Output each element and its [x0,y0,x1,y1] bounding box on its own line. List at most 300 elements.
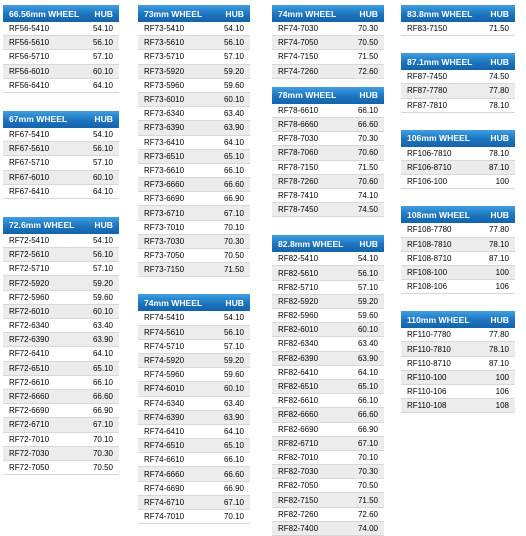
table-header [3,111,119,128]
wheel-size-title: 78mm WHEEL [278,90,337,101]
table-row [272,423,384,437]
hub-diameter: 70.30 [92,448,113,458]
table-row [272,522,384,536]
part-number: RF56-5710 [9,52,50,62]
hub-diameter: 59.60 [223,80,244,90]
table-row [138,482,250,496]
part-number: RF74-5710 [144,341,185,351]
hub-diameter: 78.10 [488,148,509,158]
part-number: RF82-7150 [278,495,319,505]
wheel-size-title: 106mm WHEEL [407,133,471,144]
table-body [272,104,384,218]
part-number: RF72-6710 [9,420,50,430]
table-row [138,326,250,340]
hub-diameter: 74.00 [357,523,378,533]
part-number: RF110-100 [407,372,447,382]
hub-diameter: 59.20 [357,296,378,306]
part-number: RF72-5920 [9,278,50,288]
hub-diameter: 63.90 [223,123,244,133]
hub-diameter: 71.50 [357,52,378,62]
part-number: RF82-5920 [278,296,319,306]
hub-diameter: 66.90 [223,483,244,493]
part-number: RF82-6410 [278,367,319,377]
part-number: RF74-5610 [144,327,185,337]
part-number: RF108-8710 [407,253,452,263]
hub-diameter: 60.10 [357,325,378,335]
part-number: RF73-6510 [144,151,185,161]
hub-diameter: 65.10 [223,441,244,451]
hub-diameter: 70.30 [357,24,378,34]
hub-diameter: 66.90 [223,194,244,204]
wheel-size-title: 74mm WHEEL [278,8,337,19]
hub-diameter: 57.10 [92,52,113,62]
table-row [401,99,515,113]
part-number: RF82-7010 [278,452,319,462]
part-number: RF82-6690 [278,424,319,434]
part-number: RF108-7810 [407,239,452,249]
hub-diameter: 71.50 [488,24,509,34]
part-number: RF73-6340 [144,109,185,119]
part-number: RF72-6660 [9,392,50,402]
table-row [138,496,250,510]
part-number: RF73-7150 [144,265,185,275]
wheel-size-table [401,311,515,413]
table-row [3,262,119,276]
part-number: RF67-6410 [9,186,50,196]
table-row [401,357,515,371]
part-number: RF82-6610 [278,396,319,406]
part-number: RF82-6710 [278,438,319,448]
hub-diameter: 66.10 [223,455,244,465]
hub-diameter: 78.10 [488,344,509,354]
wheel-size-table [401,53,515,113]
hub-diameter: 77.80 [488,225,509,235]
table-row [138,150,250,164]
table-row [272,394,384,408]
part-number: RF110-8710 [407,358,451,368]
hub-diameter: 100 [495,177,509,187]
hub-diameter: 64.10 [223,137,244,147]
hub-diameter: 59.60 [223,370,244,380]
part-number: RF78-6610 [278,105,319,115]
table-row [272,408,384,422]
hub-diameter: 78.10 [488,239,509,249]
hub-diameter: 63.40 [223,398,244,408]
hub-diameter: 59.60 [357,311,378,321]
hub-diameter: 57.10 [357,282,378,292]
part-number: RF73-6690 [144,194,185,204]
hub-diameter: 65.10 [92,363,113,373]
table-row [3,418,119,432]
part-number: RF74-6340 [144,398,185,408]
hub-diameter: 54.10 [357,254,378,264]
hub-diameter: 70.60 [357,148,378,158]
hub-diameter: 60.10 [92,172,113,182]
table-row [272,161,384,175]
part-number: RF74-7030 [278,24,319,34]
table-row [138,121,250,135]
hub-diameter: 57.10 [223,341,244,351]
hub-diameter: 57.10 [92,158,113,168]
part-number: RF74-6410 [144,426,185,436]
table-row [3,50,119,64]
table-body [138,311,250,524]
table-row [3,447,119,461]
hub-diameter: 66.60 [223,180,244,190]
table-header [401,206,515,223]
wheel-size-title: 73mm WHEEL [144,8,203,19]
table-row [138,178,250,192]
part-number: RF72-5410 [9,235,50,245]
part-number: RF56-6410 [9,80,50,90]
table-row [272,337,384,351]
hub-diameter: 66.10 [92,377,113,387]
wheel-size-table [401,206,515,294]
hub-diameter: 63.90 [92,335,113,345]
table-row [401,70,515,84]
table-row [401,280,515,294]
hub-diameter: 64.10 [92,80,113,90]
hub-diameter: 60.10 [223,95,244,105]
hub-column-label: HUB [490,133,509,144]
part-number: RF74-6690 [144,483,185,493]
part-number: RF56-5610 [9,38,50,48]
wheel-size-table [3,217,119,475]
table-row [138,164,250,178]
table-column [401,0,515,413]
part-number: RF82-5410 [278,254,319,264]
hub-diameter: 56.10 [92,250,113,260]
table-row [3,142,119,156]
hub-diameter: 63.90 [223,412,244,422]
hub-diameter: 65.10 [357,382,378,392]
hub-diameter: 74.50 [488,72,509,82]
wheel-size-table [401,5,515,36]
hub-diameter: 66.10 [223,165,244,175]
hub-diameter: 60.10 [92,66,113,76]
table-body [401,70,515,113]
hub-diameter: 56.10 [92,144,113,154]
part-number: RF110-106 [407,387,447,397]
hub-diameter: 56.10 [223,38,244,48]
wheel-size-title: 72.6mm WHEEL [9,220,75,231]
table-row [272,118,384,132]
part-number: RF72-6610 [9,377,50,387]
wheel-size-table [272,87,384,218]
table-header [138,5,250,22]
table-row [3,171,119,185]
table-row [3,156,119,170]
table-row [138,93,250,107]
part-number: RF82-5610 [278,268,319,278]
table-row [138,36,250,50]
hub-diameter: 64.10 [357,367,378,377]
table-row [138,249,250,263]
wheel-size-title: 67mm WHEEL [9,114,68,125]
hub-diameter: 66.60 [357,120,378,130]
table-row [272,493,384,507]
part-number: RF67-5410 [9,130,50,140]
hub-diameter: 56.10 [357,268,378,278]
table-row [138,510,250,524]
part-number: RF72-6340 [9,321,50,331]
hub-diameter: 65.10 [223,151,244,161]
hub-diameter: 66.90 [92,406,113,416]
table-row [138,439,250,453]
part-number: RF74-6710 [144,497,185,507]
table-body [272,252,384,536]
hub-diameter: 63.40 [223,109,244,119]
table-row [138,354,250,368]
hub-diameter: 72.60 [357,509,378,519]
table-row [401,84,515,98]
table-header [272,5,384,22]
table-row [3,79,119,93]
table-row [272,266,384,280]
table-row [3,291,119,305]
table-row [138,411,250,425]
hub-diameter: 106 [495,282,509,292]
hub-diameter: 70.30 [357,467,378,477]
part-number: RF73-6660 [144,180,185,190]
table-row [401,223,515,237]
part-number: RF72-7050 [9,462,50,472]
wheel-size-table [3,5,119,93]
table-row [3,22,119,36]
hub-diameter: 56.10 [223,327,244,337]
table-row [138,397,250,411]
table-row [272,252,384,266]
hub-diameter: 54.10 [92,24,113,34]
hub-diameter: 70.10 [223,512,244,522]
table-row [401,399,515,413]
wheel-size-table [138,5,250,277]
hub-diameter: 59.20 [223,66,244,76]
wheel-size-title: 66.56mm WHEEL [9,8,80,19]
table-row [3,333,119,347]
table-column [138,0,250,524]
hub-diameter: 66.90 [357,424,378,434]
hub-diameter: 59.20 [223,356,244,366]
hub-diameter: 71.50 [223,265,244,275]
table-row [3,128,119,142]
hub-diameter: 64.10 [92,349,113,359]
wheel-size-title: 82.8mm WHEEL [278,238,344,249]
part-number: RF108-7780 [407,225,452,235]
hub-diameter: 67.10 [223,497,244,507]
hub-column-label: HUB [225,8,244,19]
part-number: RF74-7010 [144,512,185,522]
hub-column-label: HUB [94,114,113,125]
hub-diameter: 59.20 [92,278,113,288]
table-row [3,305,119,319]
part-number: RF72-5610 [9,250,50,260]
hub-diameter: 66.60 [92,392,113,402]
hub-diameter: 71.50 [357,162,378,172]
hub-diameter: 64.10 [223,426,244,436]
part-number: RF74-6510 [144,441,185,451]
hub-column-label: HUB [490,8,509,19]
table-row [272,508,384,522]
hub-column-label: HUB [225,297,244,308]
table-header [401,311,515,328]
hub-diameter: 70.30 [223,236,244,246]
hub-diameter: 87.10 [488,253,509,263]
hub-column-label: HUB [94,220,113,231]
table-row [401,147,515,161]
hub-column-label: HUB [359,238,378,249]
hub-diameter: 57.10 [223,52,244,62]
part-number: RF72-6690 [9,406,50,416]
wheel-size-title: 87.1mm WHEEL [407,56,473,67]
hub-diameter: 63.40 [357,339,378,349]
hub-diameter: 56.10 [92,38,113,48]
part-number: RF82-6660 [278,410,319,420]
hub-diameter: 70.10 [357,452,378,462]
part-number: RF67-6010 [9,172,50,182]
table-row [272,146,384,160]
hub-diameter: 57.10 [92,264,113,274]
part-number: RF82-6510 [278,382,319,392]
table-row [272,295,384,309]
part-number: RF110-7780 [407,330,451,340]
hub-diameter: 66.60 [223,469,244,479]
part-number: RF73-5710 [144,52,185,62]
part-number: RF82-5710 [278,282,319,292]
hub-diameter: 66.10 [357,105,378,115]
table-row [3,234,119,248]
table-row [272,323,384,337]
hub-diameter: 70.10 [92,434,113,444]
part-number: RF87-7780 [407,86,448,96]
hub-diameter: 64.10 [92,186,113,196]
hub-diameter: 77.80 [488,330,509,340]
part-number: RF87-7810 [407,100,448,110]
table-row [3,362,119,376]
table-header [3,5,119,22]
table-row [138,79,250,93]
part-number: RF73-6610 [144,165,185,175]
table-row [138,382,250,396]
hub-diameter: 54.10 [92,130,113,140]
table-row [3,404,119,418]
hub-diameter: 70.30 [357,134,378,144]
part-number: RF82-6390 [278,353,319,363]
part-number: RF72-7030 [9,448,50,458]
hub-diameter: 78.10 [488,100,509,110]
table-body [401,147,515,190]
part-number: RF67-5710 [9,158,50,168]
hub-column-label: HUB [359,8,378,19]
part-number: RF78-7260 [278,176,319,186]
part-number: RF74-6610 [144,455,185,465]
table-row [272,189,384,203]
part-number: RF74-5960 [144,370,185,380]
part-number: RF72-6390 [9,335,50,345]
table-header [401,53,515,70]
wheel-size-table [401,130,515,190]
part-number: RF72-6010 [9,306,50,316]
table-header [3,217,119,234]
table-row [272,437,384,451]
part-number: RF82-7050 [278,481,319,491]
hub-diameter: 70.50 [357,481,378,491]
table-row [138,206,250,220]
table-row [138,368,250,382]
part-number: RF72-5710 [9,264,50,274]
hub-column-label: HUB [490,209,509,220]
table-row [401,175,515,189]
part-number: RF72-6510 [9,363,50,373]
table-row [272,36,384,50]
hub-diameter: 72.60 [357,66,378,76]
table-row [138,467,250,481]
table-header [401,5,515,22]
table-row [138,22,250,36]
part-number: RF110-108 [407,401,447,411]
table-row [138,263,250,277]
part-number: RF73-7030 [144,236,185,246]
part-number: RF73-5960 [144,80,185,90]
table-row [401,342,515,356]
part-number: RF82-7260 [278,509,319,519]
part-number: RF78-7410 [278,190,319,200]
hub-diameter: 70.10 [223,222,244,232]
table-row [138,235,250,249]
part-number: RF72-7010 [9,434,50,444]
hub-diameter: 63.40 [92,321,113,331]
table-row [3,390,119,404]
hub-diameter: 70.50 [92,462,113,472]
table-row [3,65,119,79]
wheel-size-title: 83.8mm WHEEL [407,8,473,19]
table-row [3,461,119,475]
wheel-size-table [272,235,384,536]
table-row [401,238,515,252]
part-number: RF56-6010 [9,66,50,76]
table-row [272,203,384,217]
part-number: RF73-6390 [144,123,185,133]
table-row [138,50,250,64]
hub-diameter: 70.50 [357,38,378,48]
wheel-size-table [272,5,384,79]
table-body [401,223,515,294]
table-body [138,22,250,277]
part-number: RF78-6660 [278,120,319,130]
table-row [272,479,384,493]
hub-column-label: HUB [359,90,378,101]
part-number: RF110-7810 [407,344,451,354]
table-row [138,65,250,79]
part-number: RF106-8710 [407,163,452,173]
table-body [401,328,515,413]
table-row [3,319,119,333]
table-row [138,221,250,235]
part-number: RF82-6010 [278,325,319,335]
part-number: RF72-6410 [9,349,50,359]
hub-diameter: 59.60 [92,292,113,302]
part-number: RF73-6710 [144,208,185,218]
table-row [272,281,384,295]
table-header [272,87,384,104]
table-row [272,132,384,146]
part-number: RF73-5410 [144,24,185,34]
table-body [3,128,119,199]
wheel-size-title: 110mm WHEEL [407,314,470,325]
part-number: RF73-5610 [144,38,185,48]
table-row [272,352,384,366]
part-number: RF74-5410 [144,313,185,323]
